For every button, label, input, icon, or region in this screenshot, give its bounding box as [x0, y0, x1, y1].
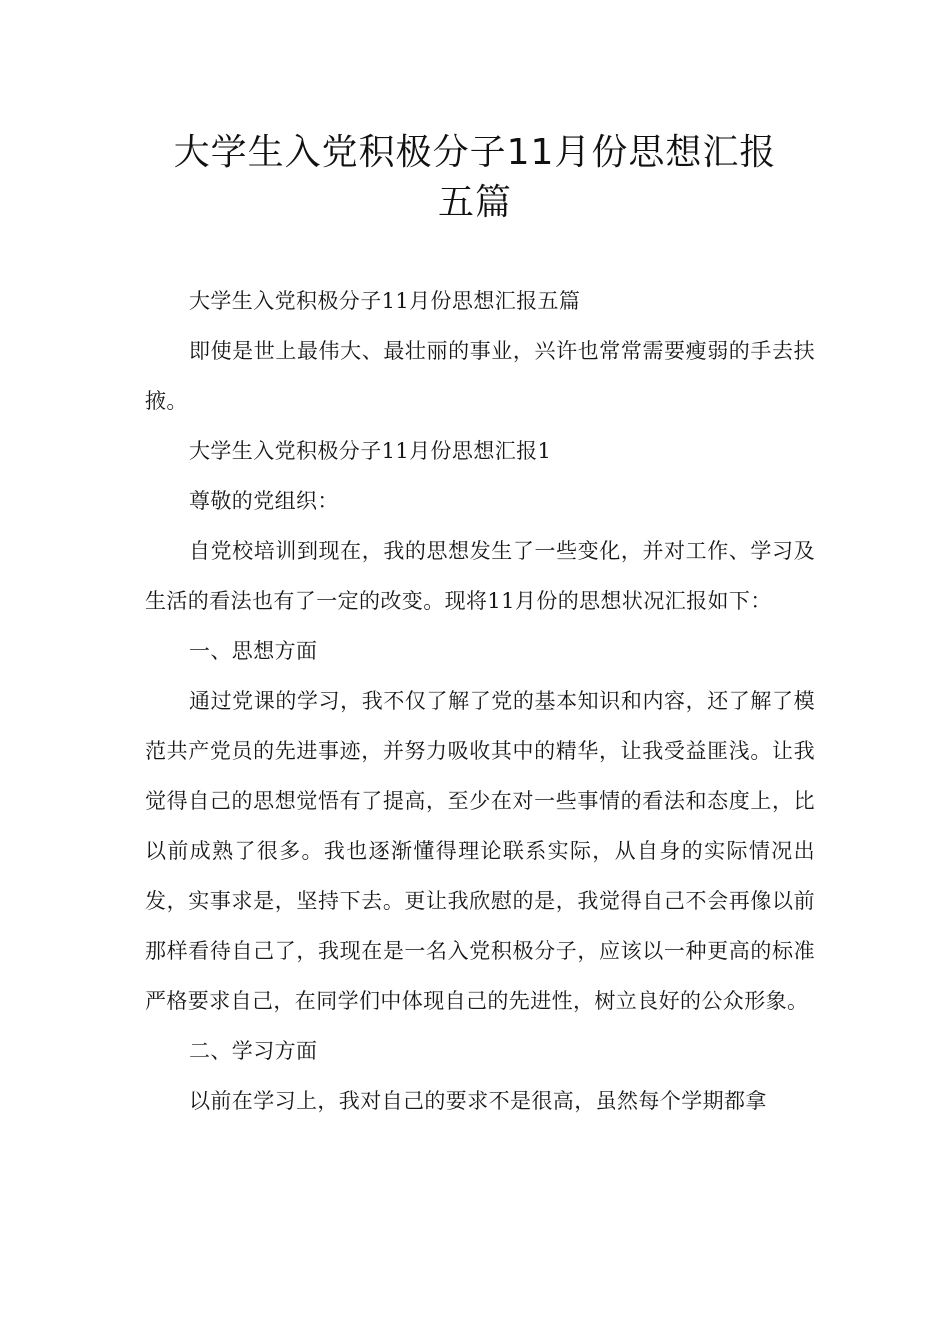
paragraph-subtitle: 大学生入党积极分子11月份思想汇报五篇	[189, 289, 581, 313]
paragraph-epigraph: 即使是世上最伟大、最壮丽的事业，兴许也常常需要瘦弱的手去扶掖。	[145, 339, 815, 413]
paragraph-thought: 通过党课的学习，我不仅了解了党的基本知识和内容，还了解了模范共产党员的先进事迹，并努力吸收其中的精华，让我受益匪浅。让我觉得自己的思想觉悟有了提高，至少在对一些事情的看法和态度上，比以前成熟了很多。我也逐渐懂得理论联系实际，从自身的实际情况出发，实事求是，坚持下去。更让我欣慰的是，我觉得自己不会再像以前那样看待自己了，我现在是一名入党积极分子，应该以一种更高的标准严格要求自己，在同学们中体现自己的先进性，树立良好的公众形象。	[145, 689, 815, 1013]
title-line-2: 五篇	[437, 182, 512, 223]
section-heading-study: 二、学习方面	[189, 1039, 318, 1063]
document-title	[140, 128, 810, 228]
paragraph-intro: 自党校培训到现在，我的思想发生了一些变化，并对工作、学习及生活的看法也有了一定的改变。现将11月份的思想状况汇报如下：	[145, 539, 815, 613]
paragraph-study: 以前在学习上，我对自己的要求不是很高，虽然每个学期都拿	[189, 1089, 767, 1113]
paragraph-salutation: 尊敬的党组织：	[189, 489, 339, 513]
document-body	[145, 276, 815, 1126]
title-line-1: 大学生入党积极分子11月份思想汇报	[173, 132, 777, 173]
section-heading-thought: 一、思想方面	[189, 639, 318, 663]
paragraph-report-heading: 大学生入党积极分子11月份思想汇报1	[189, 439, 552, 463]
